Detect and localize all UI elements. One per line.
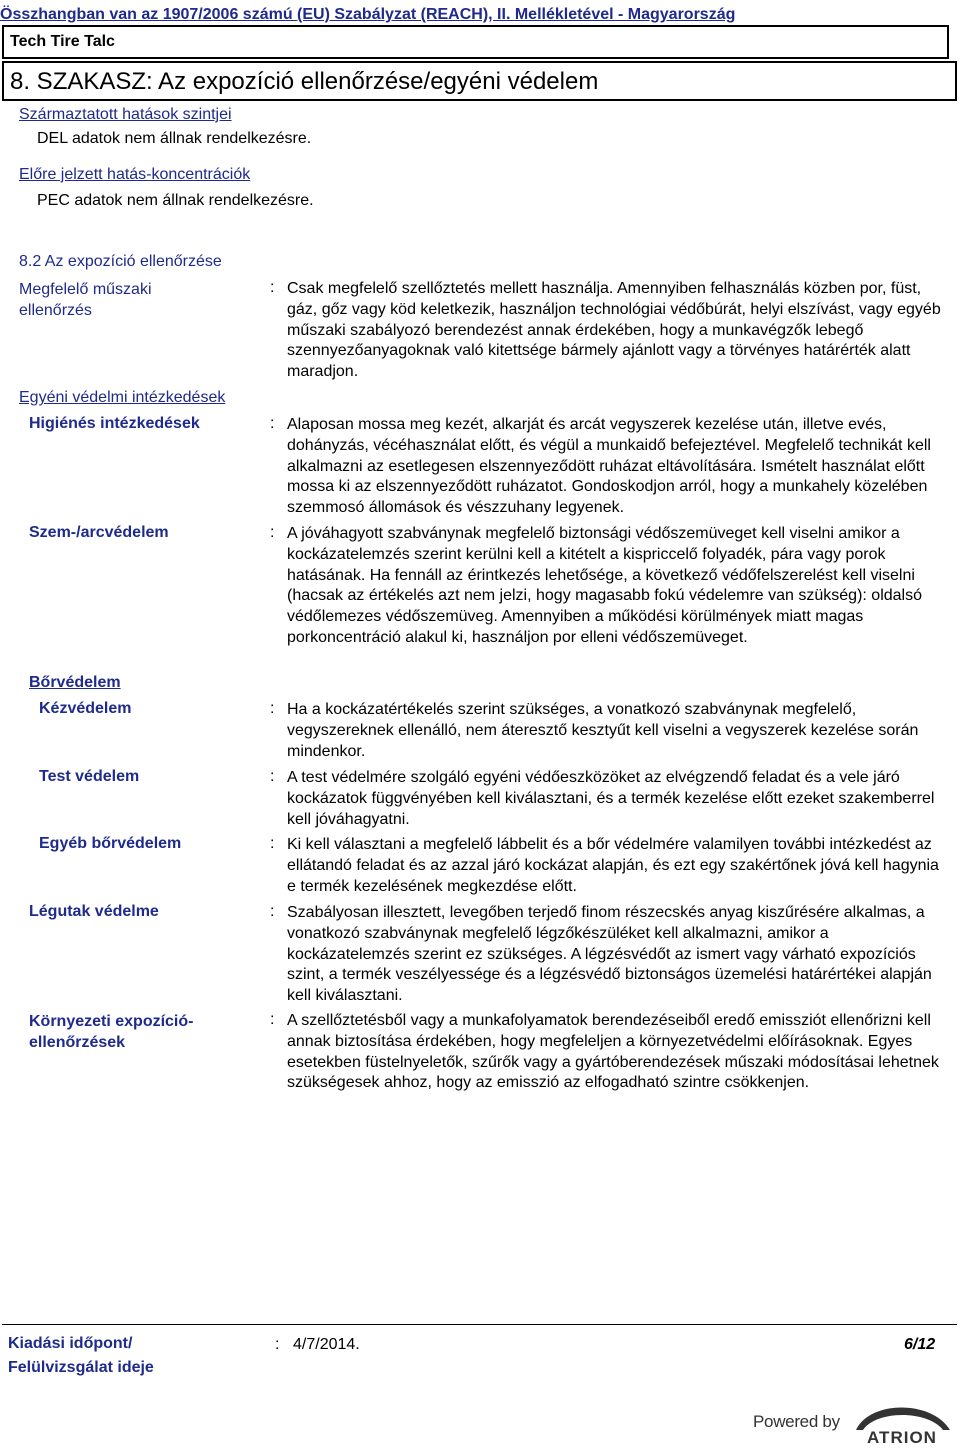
issue-date-label-line2: Felülvizsgálat ideje [8, 1359, 154, 1376]
environmental-exposure-text: A szellőztetésből vagy a munkafolyamatok berendezéseiből eredő emissziót ellenőrizni kell annak biztosítása érdekében, hogy megfeleljen a környezetvédelmi előírásoknak. Egyes esetekben füstelnyeletők, szűrők vagy a gyártóberendezések műszaki módosításai lehetnek szükségesek ahhoz, hogy az emisszió az elfogadható szintre csökkenjen. [287, 1012, 939, 1092]
body-protection-separator: : [270, 768, 275, 785]
issue-date-label-line1: Kiadási időpont/ [8, 1335, 133, 1352]
eye-protection-label: Szem-/arcvédelem [29, 524, 169, 541]
hygiene-text: Alaposan mossa meg kezét, alkarját és arcát vegyszerek kezelése után, illetve evés, dohányzás, vécéhasználat előtt, és végül a munkaidő befejeztével. Megfelelő technikát kell alkalmazni az esetlegesen elszennyeződött ruházat eltávolítására. Ismételt használat előtt mossa ki az elszennyeződött ruházatot. Gondoskodjon arról, hogy a munkahely közelében szemmosó állomások és vészzuhany legyenek. [287, 416, 931, 517]
section-title-box [2, 61, 957, 101]
document-header-title: Összhangban van az 1907/2006 számú (EU) Szabályzat (REACH), II. Mellékletével - Magyarország [0, 6, 736, 23]
other-skin-protection-separator: : [270, 835, 275, 852]
body-protection-label: Test védelem [39, 768, 140, 785]
engineering-controls-label: Megfelelő műszaki ellenőrzés [19, 281, 152, 319]
section-title: 8. SZAKASZ: Az expozíció ellenőrzése/egyéni védelem [10, 68, 599, 95]
hygiene-label: Higiénés intézkedések [29, 415, 200, 432]
pnec-text: PEC adatok nem állnak rendelkezésre. [37, 192, 314, 209]
hand-protection-text: Ha a kockázatértékelés szerint szükséges, a vonatkozó szabványnak megfelelő, vegyszereknek ellenálló, nem áteresztő kesztyűt kell viselni a vegyszerek kezelése során mindenkor. [287, 701, 919, 760]
other-skin-protection-text: Ki kell választani a megfelelő lábbelit és a bőr védelmére valamilyen további intézkedést az ellátandó feladat és az azzal járó kockázat alapján, és ezt egy szakértőnek jóvá kell hagynia e termék kezelésének megkezdése előtt. [287, 836, 939, 895]
powered-by-text: Powered by [753, 1412, 840, 1431]
respiratory-protection-label: Légutak védelme [29, 903, 159, 920]
atrion-logo-text: ATRION [867, 1428, 937, 1446]
skin-protection-heading: Bőrvédelem [29, 674, 121, 691]
respiratory-protection-text: Szabályosan illesztett, levegőben terjedő finom részecskés anyag kiszűrésére alkalmas, a vonatkozó szabványnak megfelelő légzőkészüléket kell alkalmazni, amikor a kockázatelemzés szerint ez szükséges. A légzésvédőt az ismert vagy várható expozíciós szint, a termék veszélyessége és a légzésvédő biztonságos üzemelési határértékei alapján kell kiválasztani. [287, 904, 932, 1005]
issue-date-label [8, 1332, 154, 1380]
dnel-text: DEL adatok nem állnak rendelkezésre. [37, 130, 312, 147]
exposure-control-heading: 8.2 Az expozíció ellenőrzése [19, 253, 222, 270]
engineering-controls-separator: : [270, 279, 275, 296]
product-name-box [2, 25, 949, 59]
atrion-logo [846, 1398, 958, 1446]
environmental-exposure-label: Környezeti expozíció-ellenőrzések [29, 1013, 194, 1051]
environmental-exposure-separator: : [270, 1011, 275, 1028]
footer-divider [2, 1324, 957, 1325]
respiratory-protection-separator: : [270, 903, 275, 920]
personal-protection-heading: Egyéni védelmi intézkedések [19, 389, 226, 406]
issue-date-separator: : [275, 1336, 280, 1353]
other-skin-protection-label: Egyéb bőrvédelem [39, 835, 182, 852]
eye-protection-separator: : [270, 524, 275, 541]
hygiene-separator: : [270, 415, 275, 432]
product-name: Tech Tire Talc [10, 33, 115, 50]
page-number: 6/12 [904, 1336, 936, 1353]
body-protection-text: A test védelmére szolgáló egyéni védőeszközöket az elvégzendő feladat és a vele járó kockázatok függvényében kell kiválasztani, és a termék kezelése előtt ezeket szakemberrel kell jóváhagyatni. [287, 769, 935, 828]
issue-date-value: 4/7/2014. [293, 1336, 360, 1353]
engineering-controls-text: Csak megfelelő szellőztetés mellett használja. Amennyiben felhasználás közben por, füst, gáz, gőz vagy köd keletkezik, használjon technológiai védőbúrát, helyi elszívást, vagy egyéb műszaki szabályozó berendezést annak érdekében, hogy a munkavégzők lebegő szennyezőanyagoknak való kitettsége bármely ajánlott vagy a törvényes határérték alatt maradjon. [287, 280, 941, 381]
hand-protection-separator: : [270, 700, 275, 717]
eye-protection-text: A jóváhagyott szabványnak megfelelő biztonsági védőszemüveget kell viselni amikor a kockázatelemzés szerint kerülni kell a kitételt a kispriccelő folyadék, pára vagy porok hatásának. Ha fennáll az érintkezés lehetősége, a következő védőfelszerelést kell viselni (hacsak az értékelés azt nem jelzi, hogy magasabb fokú védelemre van szükség): oldalsó védőlemezes védőszemüveg. Amennyiben a működési körülmények miatt magas porkoncentráció alakul ki, használjon por elleni védőszemüveget. [287, 525, 922, 646]
hand-protection-label: Kézvédelem [39, 700, 132, 717]
dnel-heading: Származtatott hatások szintjei [19, 106, 232, 123]
pnec-heading: Előre jelzett hatás-koncentrációk [19, 166, 251, 183]
